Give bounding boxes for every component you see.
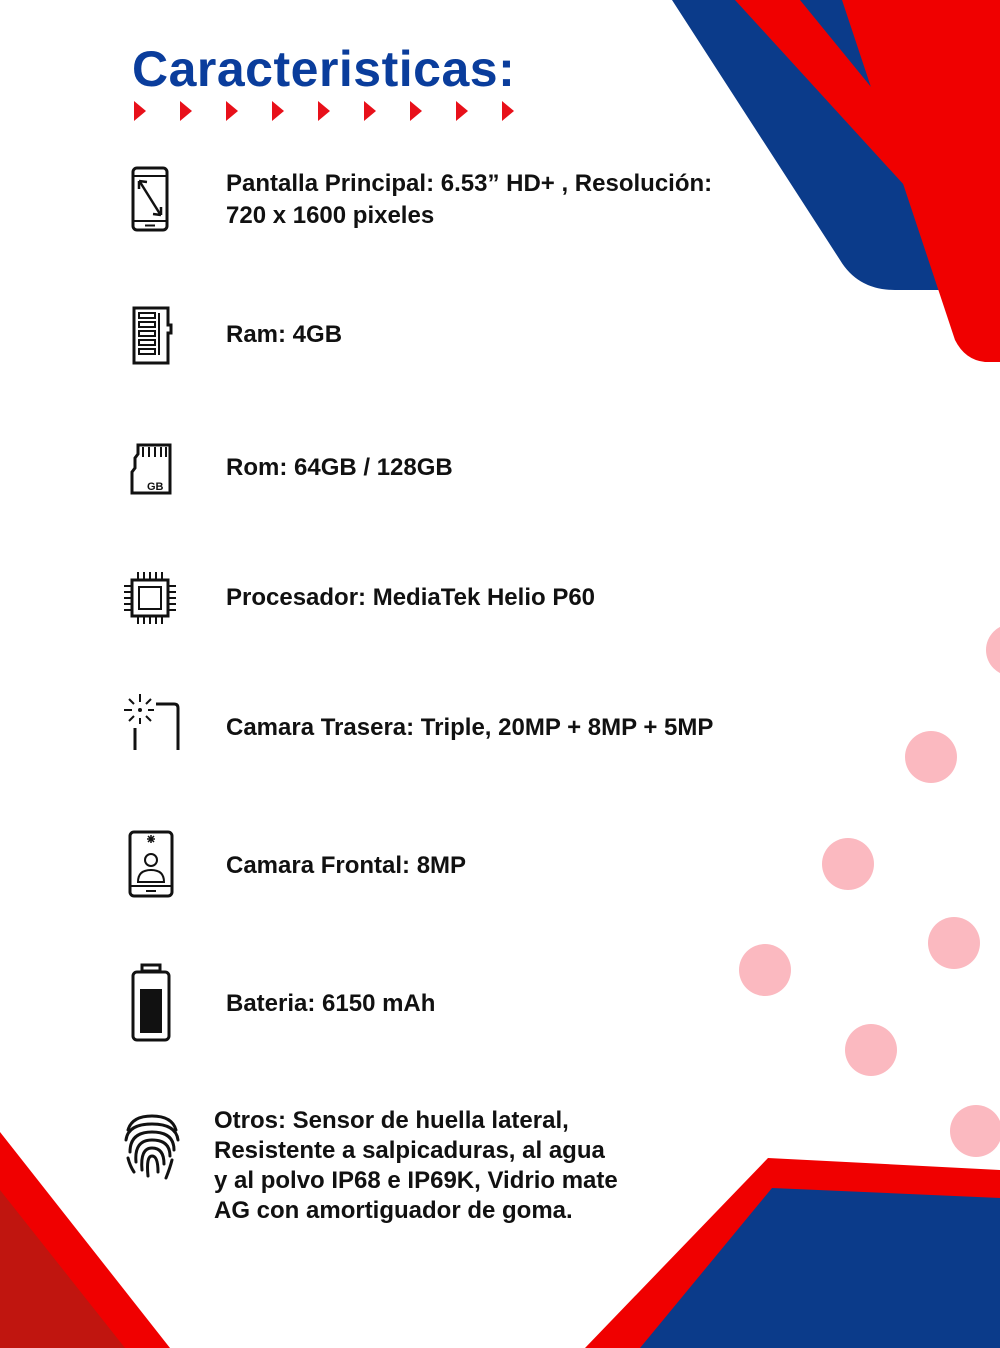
pink-dot bbox=[905, 731, 957, 783]
pink-dot bbox=[845, 1024, 897, 1076]
arrow-row bbox=[132, 100, 532, 122]
rear-camera-icon bbox=[120, 692, 184, 762]
arrow-icon bbox=[502, 101, 514, 121]
processor-chip-icon bbox=[120, 570, 184, 640]
front-camera-icon bbox=[120, 830, 184, 900]
feature-text: Pantalla Principal: 6.53” HD+ , Resolución: 720 x 1600 pixeles bbox=[226, 170, 713, 229]
feature-text: Otros: Sensor de huella lateral, Resistente a salpicaduras, al agua y al polvo IP68 e IP69K, Vidrio mate AG con amortiguador de goma. bbox=[214, 1107, 618, 1224]
pink-dot bbox=[739, 944, 791, 996]
sd-card-icon bbox=[120, 442, 184, 512]
phone-resize-icon bbox=[120, 166, 184, 236]
battery-icon bbox=[120, 962, 184, 1044]
arrow-icon bbox=[134, 101, 146, 121]
arrow-icon bbox=[272, 101, 284, 121]
feature-text: Bateria: 6150 mAh bbox=[226, 990, 436, 1017]
arrow-icon bbox=[364, 101, 376, 121]
pink-dot bbox=[822, 838, 874, 890]
pink-dot bbox=[928, 917, 980, 969]
ram-module-icon bbox=[120, 305, 184, 375]
feature-text: Procesador: MediaTek Helio P60 bbox=[226, 584, 596, 611]
feature-text: Ram: 4GB bbox=[226, 321, 343, 348]
arrow-icon bbox=[226, 101, 238, 121]
fingerprint-icon bbox=[120, 1106, 184, 1186]
sd-card-label: GB bbox=[147, 481, 164, 493]
pink-dot bbox=[986, 624, 1000, 676]
feature-text: Camara Frontal: 8MP bbox=[226, 852, 467, 879]
feature-text: Rom: 64GB / 128GB bbox=[226, 454, 453, 481]
arrow-icon bbox=[410, 101, 422, 121]
page-title: Caracteristicas: bbox=[132, 41, 516, 97]
pink-dot bbox=[950, 1105, 1000, 1157]
feature-text: Camara Trasera: Triple, 20MP + 8MP + 5MP bbox=[226, 714, 714, 741]
arrow-icon bbox=[456, 101, 468, 121]
arrow-icon bbox=[180, 101, 192, 121]
arrow-icon bbox=[318, 101, 330, 121]
